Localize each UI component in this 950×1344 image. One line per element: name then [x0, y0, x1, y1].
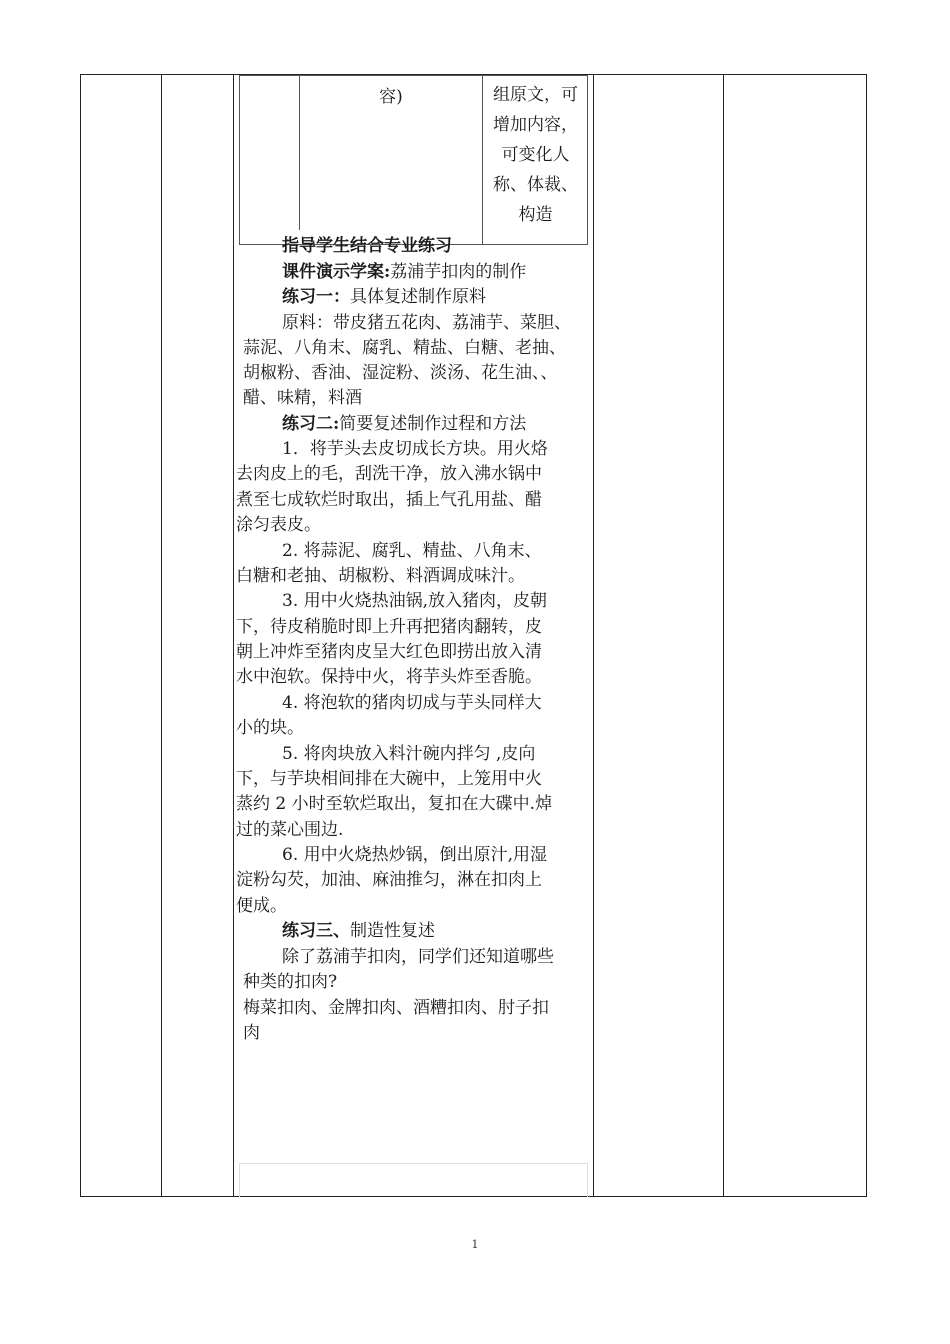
content-line [236, 792, 552, 818]
page-number: 1 [471, 1238, 479, 1251]
inner-table-right-line: 构造 [518, 205, 553, 225]
content-line [236, 868, 542, 894]
content-line [243, 361, 558, 387]
content-line [243, 386, 362, 412]
content-line-text: 简要复述制作过程和方法 [339, 414, 527, 434]
content-line [243, 336, 566, 362]
content-line-text: 煮至七成软烂时取出，插上气孔用盐、醋 [236, 490, 542, 510]
bottom-inner-box [239, 1163, 588, 1197]
content-line [282, 437, 548, 463]
content-line-text: 具体复述制作原料 [350, 287, 486, 307]
table-column-line [593, 74, 594, 1197]
inner-table-middle-cell: 容) [379, 87, 403, 107]
content-line [282, 260, 526, 286]
content-line [282, 539, 542, 565]
inner-table-right-line: 增加内容， [493, 115, 578, 135]
content-line-text: 去肉皮上的毛，刮洗干净，放入沸水锅中 [236, 464, 542, 484]
content-line [236, 462, 542, 488]
content-line-heading: 指导学生结合专业练习 [282, 236, 452, 256]
content-line [282, 234, 452, 260]
content-line-text: 醋、味精，料酒 [243, 388, 362, 408]
content-line-text: 淀粉勾芡，加油、麻油推匀，淋在扣肉上 [236, 870, 542, 890]
inner-table-right-line: 可变化人 [501, 145, 570, 165]
content-line-text: 5. 将肉块放入料汁碗内拌匀 ,皮向 [282, 744, 536, 764]
content-line-heading: 课件演示学案: [282, 262, 391, 282]
content-line [282, 589, 547, 615]
content-line-text: 朝上冲炸至猪肉皮呈大红色即捞出放入清 [236, 642, 542, 662]
content-line-text: 3. 用中火烧热油锅,放入猪肉，皮朝 [282, 591, 548, 611]
content-line [236, 767, 542, 793]
content-line-text: 2. 将蒜泥、腐乳、精盐、八角末、 [282, 541, 542, 561]
content-line [236, 615, 542, 641]
inner-table-right-cell [483, 80, 588, 230]
content-line-text: 4. 将泡软的猪肉切成与芋头同样大 [282, 693, 542, 713]
content-line [236, 894, 287, 920]
content-line-text: 白糖和老抽、胡椒粉、料酒调成味汁。 [236, 566, 525, 586]
table-column-line [161, 74, 162, 1197]
content-line [282, 691, 542, 717]
inner-table-right-line: 组原文，可 [493, 85, 578, 105]
content-line [282, 843, 547, 869]
table-column-line [866, 74, 867, 1197]
content-line-heading: 练习三、 [282, 921, 350, 941]
content-line [236, 818, 343, 844]
content-line [236, 564, 525, 590]
content-line [243, 1021, 260, 1047]
content-line [243, 996, 549, 1022]
content-line-heading: 练习一： [282, 287, 350, 307]
content-line [282, 742, 535, 768]
content-line-text: 原料：带皮猪五花肉、荔浦芋、菜胆、 [282, 313, 571, 333]
content-line-text: 涂匀表皮。 [236, 515, 321, 535]
content-line [282, 285, 486, 311]
content-line-text: 便成。 [236, 896, 287, 916]
content-line-text: 肉 [243, 1023, 260, 1043]
content-line-heading: 练习二: [282, 414, 340, 434]
table-column-line [80, 74, 81, 1197]
content-line [236, 513, 321, 539]
content-line [243, 970, 337, 996]
content-line-text: 水中泡软。保持中火，将芋头炸至香脆。 [236, 667, 542, 687]
content-line-text: 过的菜心围边. [236, 820, 344, 840]
content-line [282, 919, 435, 945]
content-line-text: 1．将芋头去皮切成长方块。用火烙 [282, 439, 548, 459]
content-line-text: 制造性复述 [350, 921, 435, 941]
content-line-text: 除了荔浦芋扣肉，同学们还知道哪些 [282, 947, 554, 967]
table-column-line [723, 74, 724, 1197]
content-line [236, 640, 542, 666]
table-column-line [233, 74, 234, 1197]
content-line-text: 蒜泥、八角末、腐乳、精盐、白糖、老抽、 [243, 338, 566, 358]
content-line [282, 945, 554, 971]
content-line-text: 梅菜扣肉、金牌扣肉、酒糟扣肉、肘子扣 [243, 998, 549, 1018]
content-line-text: 蒸约 2 小时至软烂取出，复扣在大碟中.焯 [236, 794, 553, 814]
inner-table-right-line: 称、体裁、 [493, 175, 578, 195]
content-line-text: 胡椒粉、香油、湿淀粉、淡汤、花生油、、 [243, 363, 558, 383]
content-line-text: 6. 用中火烧热炒锅，倒出原汁,用湿 [282, 845, 548, 865]
content-line-text: 下，待皮稍脆时即上升再把猪肉翻转，皮 [236, 617, 542, 637]
content-line [236, 716, 304, 742]
content-line-text: 下，与芋块相间排在大碗中，上笼用中火 [236, 769, 542, 789]
content-line-text: 荔浦芋扣肉的制作 [390, 262, 527, 282]
content-line [236, 488, 542, 514]
content-line [236, 665, 542, 691]
content-line-text: 小的块。 [236, 718, 304, 738]
content-line-text: 种类的扣肉? [243, 972, 338, 992]
content-line [282, 311, 571, 337]
content-line [282, 412, 526, 438]
